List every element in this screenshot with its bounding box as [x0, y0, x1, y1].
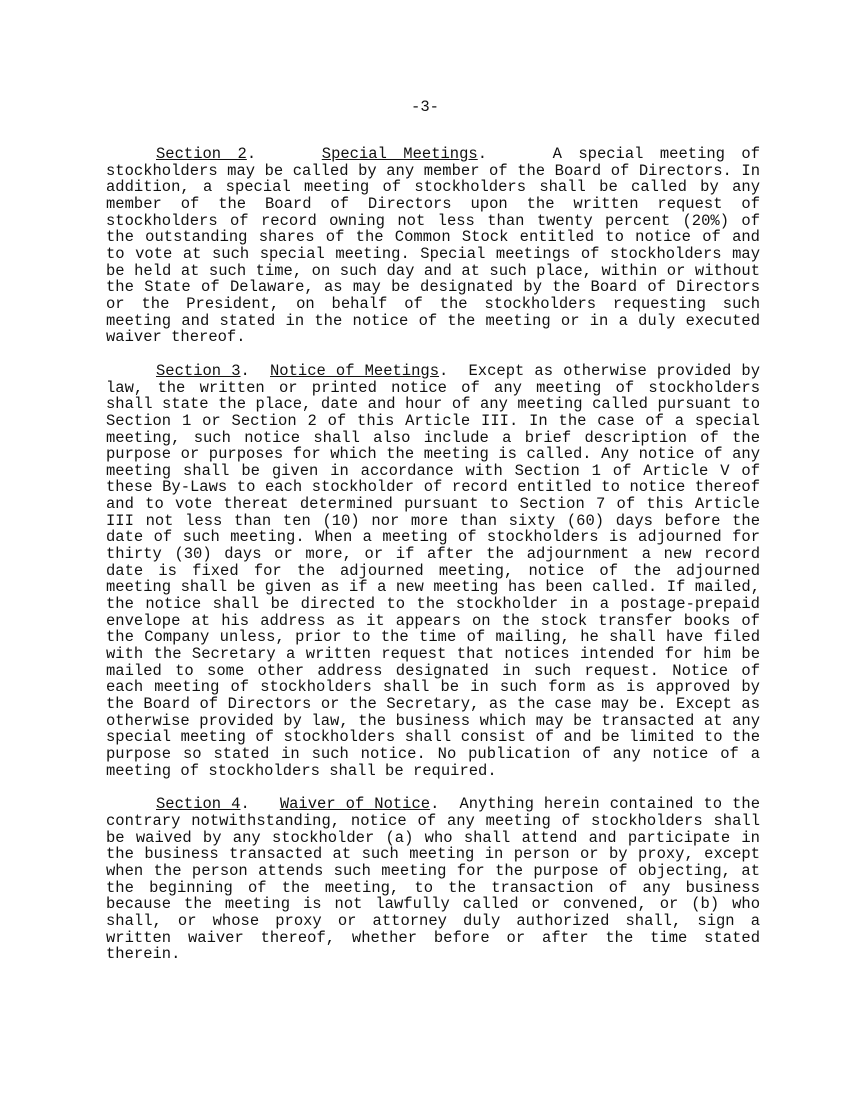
section-number: Section 3	[156, 361, 241, 380]
section-number: Section 4	[156, 795, 241, 814]
section-body: A special meeting of stockholders may be called by any member of the Board of Directors. In addition, a special meeting of stockholders shall be called by any member of the Board of Directors upon the written request of stockholders of record owning not less than twenty percent (20%) of the outstanding shares of the Common Stock entitled to notice of and to vote at such special meeting. Special meetings of stockholders may be held at such time, on such day and at such place, within or without the State of Delaware, as may be designated by the Board of Directors or the President, on behalf of the stockholders requesting such meeting and stated in the notice of the meeting or in a duly executed waiver thereof.	[106, 145, 760, 347]
section-title: Notice of Meetings	[270, 361, 440, 380]
page-number: -3-	[411, 98, 439, 116]
section-number: Section 2	[156, 145, 247, 163]
section-title: Special Meetings	[321, 145, 478, 163]
section-2: Section 2. Special Meetings. A special meeting of stockholders may be called by any member of the Board of Directors. In addition, a special meeting of stockholders shall be called by any member of the Board of Directors upon the written request of stockholders of record owning not less than twenty percent (20%) of the outstanding shares of the Common Stock entitled to notice of and to vote at such special meeting. Special meetings of stockholders may be held at such time, on such day and at such place, within or without the State of Delaware, as may be designated by the Board of Directors or the President, on behalf of the stockholders requesting such meeting and stated in the notice of the meeting or in a duly executed waiver thereof.	[106, 145, 760, 347]
section-3: Section 3. Notice of Meetings. Except as otherwise provided by law, the written or printed notice of any meeting of stockholders shall state the place, date and hour of any meeting called pursuant to Section 1 or Section 2 of this Article III. In the case of a special meeting, such notice shall also include a brief description of the purpose or purposes for which the meeting is called. Any notice of any meeting shall be given in accordance with Section 1 of Article V of these By-Laws to each stockholder of record entitled to notice thereof and to vote thereat determined pursuant to Section 7 of this Article III not less than ten (10) nor more than sixty (60) days before the date of such meeting. When a meeting of stockholders is adjourned for thirty (30) days or more, or if after the adjournment a new record date is fixed for the adjourned meeting, notice of the adjourned meeting shall be given as if a new meeting has been called. If mailed, the notice shall be directed to the stockholder in a postage-prepaid envelope at his address as it appears on the stock transfer books of the Company unless, prior to the time of mailing, he shall have filed with the Secretary a written request that notices intended for him be mailed to some other address designated in such request. Notice of each meeting of stockholders shall be in such form as is approved by the Board of Directors or the Secretary, as the case may be. Except as otherwise provided by law, the business which may be transacted at any special meeting of stockholders shall consist of and be limited to the purpose so stated in such notice. No publication of any notice of a meeting of stockholders shall be required.	[106, 361, 761, 780]
section-4: Section 4. Waiver of Notice. Anything herein contained to the contrary notwithstanding, notice of any meeting of stockholders shall be waived by any stockholder (a) who shall attend and participate in the business transacted at such meeting in person or by proxy, except when the person attends such meeting for the purpose of objecting, at the beginning of the meeting, to the transaction of any business because the meeting is not lawfully called or convened, or (b) who shall, or whose proxy or attorney duly authorized shall, sign a written waiver thereof, whether before or after the time stated therein.	[106, 795, 760, 964]
document-body	[106, 146, 760, 980]
section-body: Anything herein contained to the contrary notwithstanding, notice of any meeting of stockholders shall be waived by any stockholder (a) who shall attend and participate in the business transacted at such meeting in person or by proxy, except when the person attends such meeting for the purpose of objecting, at the beginning of the meeting, to the transaction of any business because the meeting is not lawfully called or convened, or (b) who shall, or whose proxy or attorney duly authorized shall, sign a written waiver thereof, whether before or after the time stated therein.	[106, 795, 760, 964]
section-body: Except as otherwise provided by law, the written or printed notice of any meeting of stockholders shall state the place, date and hour of any meeting called pursuant to Section 1 or Section 2 of this Article III. In the case of a special meeting, such notice shall also include a brief description of the purpose or purposes for which the meeting is called. Any notice of any meeting shall be given in accordance with Section 1 of Article V of these By-Laws to each stockholder of record entitled to notice thereof and to vote thereat determined pursuant to Section 7 of this Article III not less than ten (10) nor more than sixty (60) days before the date of such meeting. When a meeting of stockholders is adjourned for thirty (30) days or more, or if after the adjournment a new record date is fixed for the adjourned meeting, notice of the adjourned meeting shall be given as if a new meeting has been called. If mailed, the notice shall be directed to the stockholder in a postage-prepaid envelope at his address as it appears on the stock transfer books of the Company unless, prior to the time of mailing, he shall have filed with the Secretary a written request that notices intended for him be mailed to some other address designated in such request. Notice of each meeting of stockholders shall be in such form as is approved by the Board of Directors or the Secretary, as the case may be. Except as otherwise provided by law, the business which may be transacted at any special meeting of stockholders shall consist of and be limited to the purpose so stated in such notice. No publication of any notice of a meeting of stockholders shall be required.	[106, 361, 761, 780]
section-title: Waiver of Notice	[279, 795, 431, 814]
